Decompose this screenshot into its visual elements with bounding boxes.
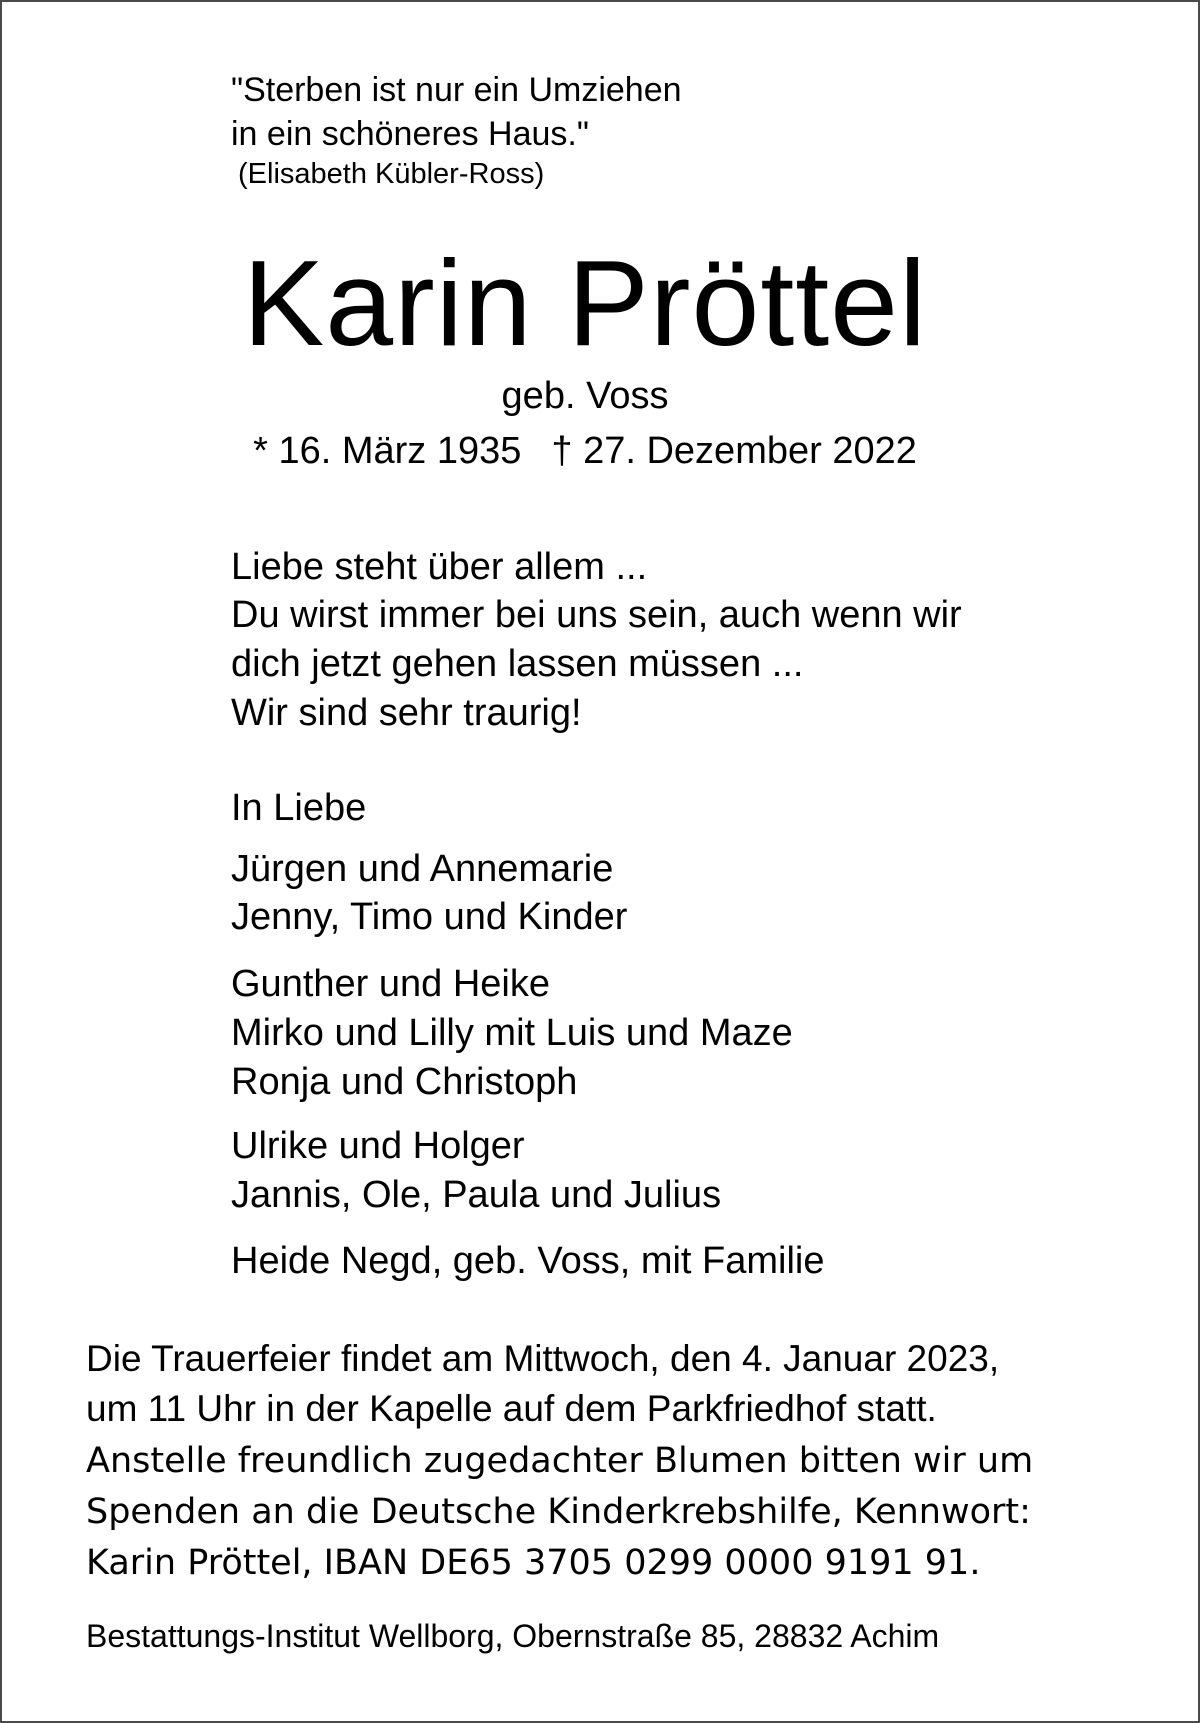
mourners-intro: In Liebe (231, 787, 367, 829)
family-group-1-line-1: Jürgen und Annemarie (231, 848, 614, 890)
family-group-3-line-1: Ulrike und Holger (231, 1125, 525, 1167)
quote-author: (Elisabeth Kübler-Ross) (238, 158, 545, 190)
service-line-2: um 11 Uhr in der Kapelle auf dem Parkfriedhof statt. (86, 1388, 937, 1429)
funeral-home: Bestattungs-Institut Wellborg, Obernstraße 85, 28832 Achim (86, 1618, 940, 1654)
poem-line-1: Liebe steht über allem ... (231, 546, 648, 588)
family-group-2-line-3: Ronja und Christoph (231, 1061, 578, 1103)
quote-line-1: "Sterben ist nur ein Umziehen (231, 71, 682, 109)
birth-date: * 16. März 1935 (253, 430, 522, 472)
life-dates (0, 428, 1170, 474)
family-group-4-line-1: Heide Negd, geb. Voss, mit Familie (231, 1240, 825, 1282)
poem-line-2: Du wirst immer bei uns sein, auch wenn wir (231, 594, 962, 636)
quote-line-2: in ein schöneres Haus." (231, 115, 589, 153)
family-group-2-line-1: Gunther und Heike (231, 963, 550, 1005)
family-group-3-line-2: Jannis, Ole, Paula und Julius (231, 1174, 722, 1216)
service-line-3: Anstelle freundlich zugedachter Blumen bitten wir um (86, 1441, 1034, 1481)
service-line-1: Die Trauerfeier findet am Mittwoch, den 4. Januar 2023, (86, 1338, 1000, 1379)
poem-line-3: dich jetzt gehen lassen müssen ... (231, 643, 804, 685)
poem-line-4: Wir sind sehr traurig! (231, 692, 582, 734)
death-date: † 27. Dezember 2022 (551, 430, 917, 472)
family-group-2-line-2: Mirko und Lilly mit Luis und Maze (231, 1012, 793, 1054)
service-line-5: Karin Pröttel, IBAN DE65 3705 0299 0000 9191 91. (86, 1543, 981, 1583)
family-group-1-line-2: Jenny, Timo und Kinder (231, 896, 628, 938)
service-line-4: Spenden an die Deutsche Kinderkrebshilfe, Kennwort: (86, 1492, 1031, 1532)
birth-name: geb. Voss (501, 375, 669, 417)
deceased-name: Karin Pröttel (242, 235, 928, 371)
